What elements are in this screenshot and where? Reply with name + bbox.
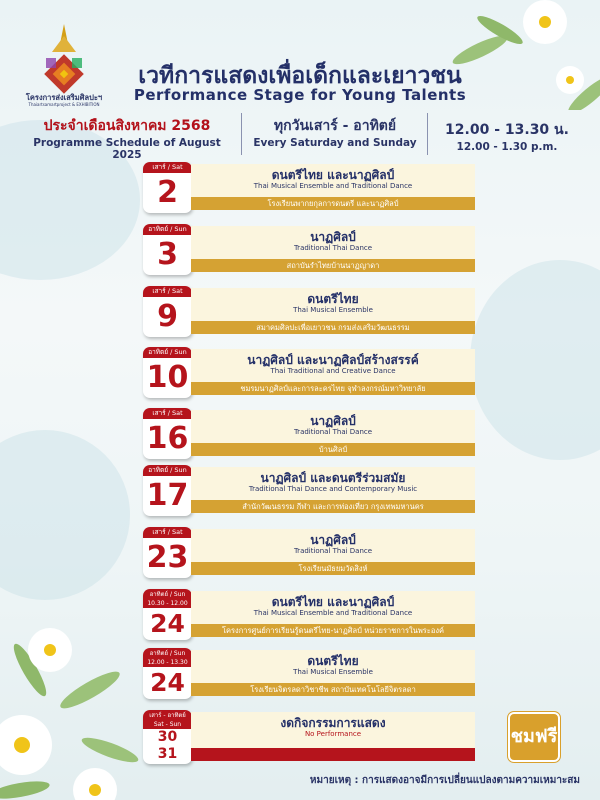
- date-number: 2: [157, 175, 178, 210]
- day-label: อาทิตย์ / Sun: [143, 465, 192, 476]
- time-label-text: 12.00 - 13.30: [147, 659, 188, 666]
- date-badge: [143, 162, 192, 213]
- event-title-thai: งดกิจกรรมการแสดง: [280, 716, 386, 730]
- event-title-thai: นาฏศิลป์ และนาฏศิลป์สร้างสรรค์: [247, 353, 419, 367]
- day-label-text: อาทิตย์ / Sun: [149, 650, 186, 657]
- event-title-thai: นาฏศิลป์: [310, 533, 356, 547]
- date-badge: [143, 465, 192, 516]
- background-cloud: [470, 260, 600, 460]
- day-label: เสาร์ / Sat: [143, 162, 192, 173]
- day-label: [143, 648, 192, 667]
- date-badge: [143, 286, 192, 337]
- date-number: 10: [146, 360, 189, 395]
- event-title-english: Traditional Thai Dance: [293, 244, 373, 252]
- event-row: [143, 347, 475, 398]
- schedule-time-thai: 12.00 - 13.30 น.: [445, 122, 569, 138]
- date-number: 23: [146, 540, 189, 575]
- schedule-time: [432, 115, 582, 153]
- event-title-english: Thai Musical Ensemble: [293, 668, 373, 676]
- day-label-text: เสาร์ - อาทิตย์: [149, 712, 186, 719]
- schedule-days-english: Every Saturday and Sunday: [253, 137, 417, 149]
- page-title-english: Performance Stage for Young Talents: [133, 86, 467, 104]
- date-badge: [143, 527, 192, 578]
- free-admission-badge: ชมฟรี: [508, 712, 560, 762]
- date-number: 3: [157, 237, 178, 272]
- event-title-thai: นาฏศิลป์ และดนตรีร่วมสมัย: [260, 471, 406, 485]
- date-badge: [143, 648, 192, 699]
- event-row: [143, 286, 475, 337]
- day-label: [143, 710, 192, 729]
- time-label-text: 10.30 - 12.00: [147, 600, 188, 607]
- date-badge: [143, 710, 192, 764]
- performer-strip: บ้านศิลป์: [191, 443, 475, 456]
- performer-strip: ชมรมนาฏศิลป์และการละครไทย จุฬาลงกรณ์มหาวิทยาลัย: [191, 382, 475, 395]
- time-label-text: Sat - Sun: [153, 721, 182, 728]
- event-title-thai: นาฏศิลป์: [310, 230, 356, 244]
- date-number: 24: [150, 668, 185, 697]
- event-title-thai: นาฏศิลป์: [310, 414, 356, 428]
- event-title-english: Traditional Thai Dance: [293, 428, 373, 436]
- logo-subtitle: Thaiartsamartproject & EXHIBITION: [28, 102, 100, 107]
- event-title-english: Traditional Thai Dance and Contemporary Music: [248, 485, 418, 493]
- date-badge: [143, 408, 192, 459]
- event-title-english: Thai Musical Ensemble and Traditional Dance: [253, 609, 413, 617]
- date-number: 9: [157, 299, 178, 334]
- event-row: [143, 527, 475, 578]
- event-title-english: Thai Musical Ensemble: [293, 306, 373, 314]
- day-label: เสาร์ / Sat: [143, 408, 192, 419]
- no-performance-strip: [191, 748, 475, 761]
- day-label: เสาร์ / Sat: [143, 527, 192, 538]
- performer-strip: สมาคมศิลปะเพื่อเยาวชน กรมส่งเสริมวัฒนธรรม: [191, 321, 475, 334]
- event-title-thai: ดนตรีไทย: [307, 292, 359, 306]
- footnote: หมายเหตุ : การแสดงอาจมีการเปลี่ยนแปลงตามความเหมาะสม: [309, 775, 580, 786]
- event-row: [143, 465, 475, 516]
- performer-strip: โรงเรียนจิตรลดาวิชาชีพ สถาบันเทคโนโลยีจิตรลดา: [191, 683, 475, 696]
- date-badge: [143, 224, 192, 275]
- event-title-thai: ดนตรีไทย และนาฏศิลป์: [271, 595, 395, 609]
- date-number: 16: [146, 421, 189, 456]
- date-number: 24: [150, 609, 185, 638]
- day-label: เสาร์ / Sat: [143, 286, 192, 297]
- organization-logo: [32, 22, 96, 102]
- performer-strip: โรงเรียนพากยกุลการดนตรี และนาฏศิลป์: [191, 197, 475, 210]
- schedule-time-english: 12.00 - 1.30 p.m.: [456, 141, 558, 153]
- performer-strip: สถาบันรำไทยบ้านนาฏญาดา: [191, 259, 475, 272]
- event-row: [143, 648, 475, 699]
- event-title-thai: ดนตรีไทย และนาฏศิลป์: [271, 168, 395, 182]
- schedule-month-thai: ประจำเดือนสิงหาคม 2568: [43, 118, 211, 134]
- page-title-thai: เวทีการแสดงเพื่อเด็กและเยาวชน: [138, 63, 462, 89]
- event-title-english: Thai Musical Ensemble and Traditional Dance: [253, 182, 413, 190]
- date-badge: [143, 589, 192, 640]
- performer-strip: โครงการศูนย์การเรียนรู้ดนตรีไทย-นาฏศิลป์ หน่วยราชการในพระองค์: [191, 624, 475, 637]
- schedule-month: [18, 115, 236, 161]
- logo-name: โครงการส่งเสริมศิลปะฯ: [25, 93, 103, 102]
- date-number-second: 31: [157, 746, 178, 762]
- event-row: [143, 162, 475, 213]
- event-title-english: Thai Traditional and Creative Dance: [270, 367, 396, 375]
- date-number: 30: [157, 729, 178, 745]
- day-label: [143, 589, 192, 608]
- performer-strip: สำนักวัฒนธรรม กีฬา และการท่องเที่ยว กรุงเทพมหานคร: [191, 500, 475, 513]
- schedule-days: [246, 115, 424, 149]
- divider: [241, 113, 242, 155]
- event-title-thai: ดนตรีไทย: [307, 654, 359, 668]
- performer-strip: โรงเรียนมัธยมวัดสิงห์: [191, 562, 475, 575]
- schedule-month-english: Programme Schedule of August 2025: [33, 137, 221, 161]
- event-row: [143, 224, 475, 275]
- date-number: 17: [146, 478, 189, 513]
- event-title-english: Traditional Thai Dance: [293, 547, 373, 555]
- event-row: [143, 710, 475, 764]
- day-label-text: อาทิตย์ / Sun: [149, 591, 186, 598]
- flower-decoration-bottom-left: [0, 600, 150, 800]
- event-title-english: No Performance: [304, 730, 362, 738]
- date-badge: [143, 347, 192, 398]
- day-label: อาทิตย์ / Sun: [143, 224, 192, 235]
- schedule-days-thai: ทุกวันเสาร์ - อาทิตย์: [273, 118, 397, 134]
- event-row: [143, 589, 475, 640]
- event-row: [143, 408, 475, 459]
- background-cloud: [0, 430, 130, 600]
- divider: [427, 113, 428, 155]
- day-label: อาทิตย์ / Sun: [143, 347, 192, 358]
